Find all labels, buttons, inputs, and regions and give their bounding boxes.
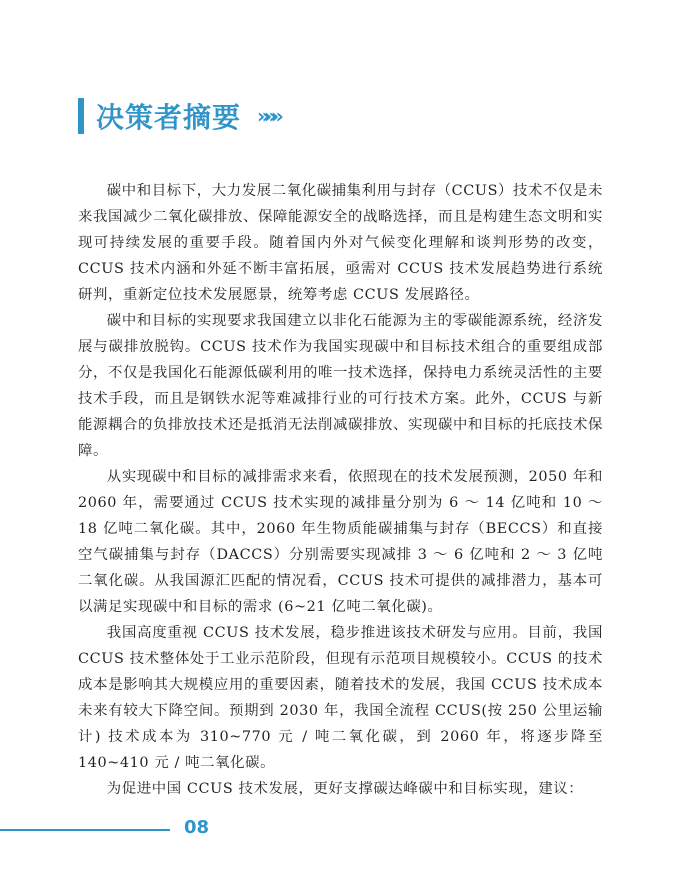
footer-rule (0, 829, 170, 831)
double-chevron-right-icon: »»» (257, 104, 278, 128)
section-heading (78, 96, 278, 136)
paragraph-2: 碳中和目标的实现要求我国建立以非化石能源为主的零碳能源系统，经济发展与碳排放脱钩。CCUS 技术作为我国实现碳中和目标技术组合的重要组成部分，不仅是我国化石能源低碳利用的唯一技术选择，保持电力系统灵活性的主要技术手段，而且是钢铁水泥等难减排行业的可行技术方案。此外，CCUS 与新能源耦合的负排放技术还是抵消无法削减碳排放、实现碳中和目标的托底技术保障。 (78, 313, 603, 459)
paragraph-3: 从实现碳中和目标的减排需求来看，依照现在的技术发展预测，2050 年和 2060 年，需要通过 CCUS 技术实现的减排量分别为 6 ～ 14 亿吨和 10 ～ 18 亿吨二氧化碳。其中，2060 年生物质能碳捕集与封存（BECCS）和直接空气碳捕集与封存（DACCS）分别需要实现减排 3 ～ 6 亿吨和 2 ～ 3 亿吨二氧化碳。从我国源汇匹配的情况看，CCUS 技术可提供的减排潜力，基本可以满足实现碳中和目标的需求 (6~21 亿吨二氧化碳)。 (78, 469, 603, 615)
paragraph-5: 为促进中国 CCUS 技术发展，更好支撑碳达峰碳中和目标实现，建议： (106, 781, 584, 797)
page-number: 08 (184, 817, 210, 838)
heading-accent-bar (78, 98, 84, 134)
paragraph-1: 碳中和目标下，大力发展二氧化碳捕集利用与封存（CCUS）技术不仅是未来我国减少二氧化碳排放、保障能源安全的战略选择，而且是构建生态文明和实现可持续发展的重要手段。随着国内外对气候变化理解和谈判形势的改变，CCUS 技术内涵和外延不断丰富拓展，亟需对 CCUS 技术发展趋势进行系统研判，重新定位技术发展愿景，统筹考虑 CCUS 发展路径。 (78, 183, 603, 303)
paragraph-4: 我国高度重视 CCUS 技术发展，稳步推进该技术研发与应用。目前，我国 CCUS 技术整体处于工业示范阶段，但现有示范项目规模较小。CCUS 的技术成本是影响其大规模应用的重要因素，随着技术的发展，我国 CCUS 技术成本未来有较大下降空间。预期到 2030 年，我国全流程 CCUS(按 250 公里运输计) 技术成本为 310~770 元 / 吨二氧化碳，到 2060 年，将逐步降至 140~410 元 / 吨二氧化碳。 (78, 625, 603, 771)
page-title: 决策者摘要 (96, 101, 242, 134)
summary-body (78, 178, 603, 802)
